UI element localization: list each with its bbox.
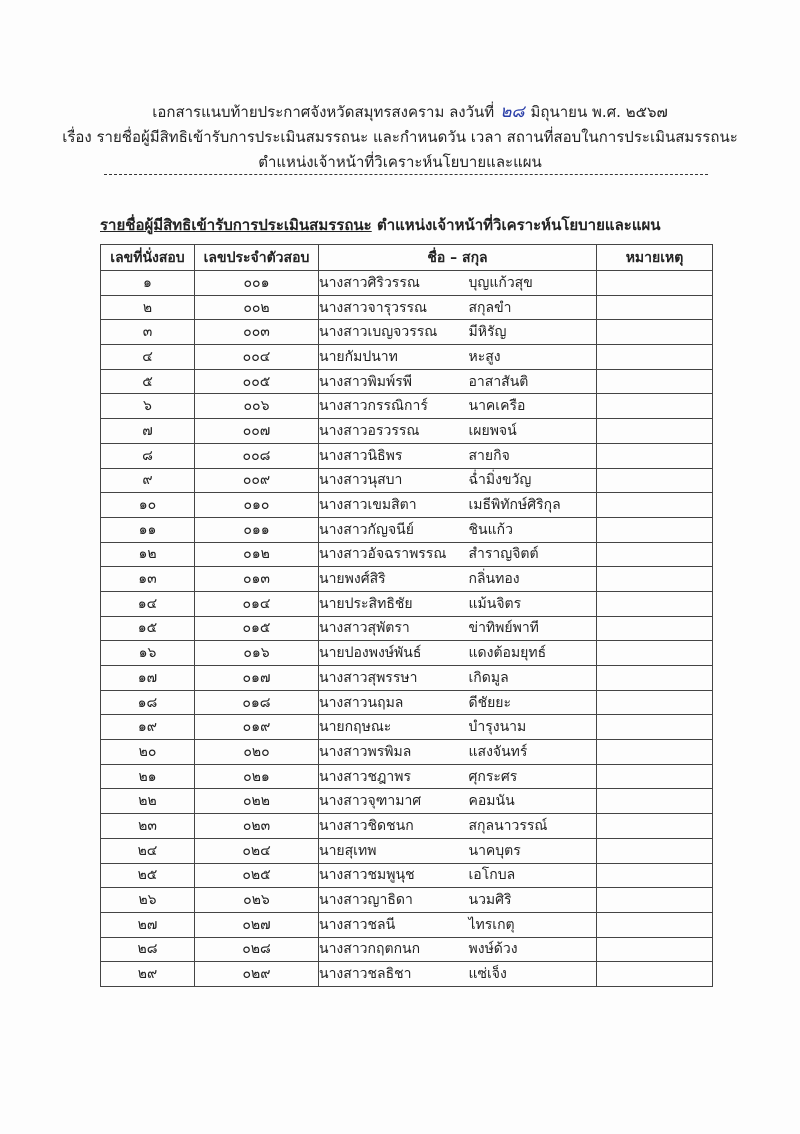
last-name-cell: เกิดมูล — [469, 666, 597, 691]
seat-number-cell: ๘ — [101, 443, 195, 468]
exam-id-cell: ๐๑๐ — [195, 493, 319, 518]
exam-id-cell: ๐๒๑ — [195, 764, 319, 789]
seat-number-cell: ๗ — [101, 419, 195, 444]
note-cell — [597, 345, 713, 370]
last-name-cell: สกุลนาวรรณ์ — [469, 814, 597, 839]
last-name-cell: ไทรเกตุ — [469, 912, 597, 937]
first-name-cell: นางสาวสุพรรษา — [319, 666, 469, 691]
first-name-cell: นางสาวชลนี — [319, 912, 469, 937]
note-cell — [597, 863, 713, 888]
last-name-cell: ฉ่ำมิ่งขวัญ — [469, 468, 597, 493]
table-row — [101, 888, 713, 913]
first-name-cell: นางสาวพิมพ์รพี — [319, 369, 469, 394]
last-name-cell: แสงจันทร์ — [469, 740, 597, 765]
exam-id-cell: ๐๑๑ — [195, 517, 319, 542]
note-cell — [597, 443, 713, 468]
first-name-cell: นางสาวเขมสิตา — [319, 493, 469, 518]
list-title — [100, 213, 661, 237]
table-row — [101, 542, 713, 567]
first-name-cell: นายสุเทพ — [319, 838, 469, 863]
last-name-cell: เอโกบล — [469, 863, 597, 888]
exam-id-cell: ๐๒๒ — [195, 789, 319, 814]
table-row — [101, 567, 713, 592]
note-cell — [597, 616, 713, 641]
first-name-cell: นางสาวชลธิชา — [319, 962, 469, 987]
last-name-cell: เผยพจน์ — [469, 419, 597, 444]
table-row — [101, 814, 713, 839]
last-name-cell: ดีชัยยะ — [469, 690, 597, 715]
last-name-cell: แซ่เจ็ง — [469, 962, 597, 987]
first-name-cell: นายกฤษณะ — [319, 715, 469, 740]
first-name-cell: นางสาวอัจฉราพรรณ — [319, 542, 469, 567]
exam-id-cell: ๐๑๗ — [195, 666, 319, 691]
first-name-cell: นายกัมปนาท — [319, 345, 469, 370]
table-header-row — [101, 245, 713, 271]
seat-number-cell: ๒๔ — [101, 838, 195, 863]
table-row — [101, 591, 713, 616]
last-name-cell: บำรุงนาม — [469, 715, 597, 740]
note-cell — [597, 591, 713, 616]
table-row — [101, 320, 713, 345]
exam-id-cell: ๐๒๖ — [195, 888, 319, 913]
note-cell — [597, 838, 713, 863]
last-name-cell: แดงต้อมยุทธ์ — [469, 641, 597, 666]
table-row — [101, 962, 713, 987]
note-cell — [597, 419, 713, 444]
last-name-cell: บุญแก้วสุข — [469, 271, 597, 296]
handwritten-day: ๒๘ — [500, 102, 525, 122]
first-name-cell: นายปองพงษ์พันธ์ — [319, 641, 469, 666]
note-cell — [597, 542, 713, 567]
table-row — [101, 419, 713, 444]
note-cell — [597, 962, 713, 987]
table-row — [101, 616, 713, 641]
first-name-cell: นางสาวชฎาพร — [319, 764, 469, 789]
last-name-cell: เมธีพิทักษ์ศิริกุล — [469, 493, 597, 518]
header-note: หมายเหตุ — [597, 245, 713, 271]
first-name-cell: นางสาวญาธิดา — [319, 888, 469, 913]
last-name-cell: ชินแก้ว — [469, 517, 597, 542]
last-name-cell: นาคบุตร — [469, 838, 597, 863]
exam-id-cell: ๐๒๙ — [195, 962, 319, 987]
dashed-divider — [104, 174, 708, 175]
seat-number-cell: ๑๕ — [101, 616, 195, 641]
seat-number-cell: ๕ — [101, 369, 195, 394]
last-name-cell: ข่าทิพย์พาที — [469, 616, 597, 641]
seat-number-cell: ๒๘ — [101, 937, 195, 962]
note-cell — [597, 641, 713, 666]
table-row — [101, 912, 713, 937]
note-cell — [597, 295, 713, 320]
seat-number-cell: ๑๑ — [101, 517, 195, 542]
seat-number-cell: ๒๖ — [101, 888, 195, 913]
note-cell — [597, 740, 713, 765]
last-name-cell: แม้นจิตร — [469, 591, 597, 616]
seat-number-cell: ๒๗ — [101, 912, 195, 937]
note-cell — [597, 567, 713, 592]
table-row — [101, 764, 713, 789]
first-name-cell: นายประสิทธิชัย — [319, 591, 469, 616]
first-name-cell: นายพงศ์สิริ — [319, 567, 469, 592]
table-row — [101, 641, 713, 666]
last-name-cell: สายกิจ — [469, 443, 597, 468]
exam-id-cell: ๐๐๒ — [195, 295, 319, 320]
last-name-cell: พงษ์ด้วง — [469, 937, 597, 962]
seat-number-cell: ๒๓ — [101, 814, 195, 839]
note-cell — [597, 764, 713, 789]
last-name-cell: อาสาสันติ — [469, 369, 597, 394]
exam-id-cell: ๐๒๗ — [195, 912, 319, 937]
seat-number-cell: ๑๗ — [101, 666, 195, 691]
note-cell — [597, 394, 713, 419]
table-row — [101, 369, 713, 394]
exam-id-cell: ๐๒๔ — [195, 838, 319, 863]
table-row — [101, 863, 713, 888]
header-name: ชื่อ – สกุล — [319, 245, 597, 271]
table-row — [101, 394, 713, 419]
first-name-cell: นางสาวนฤมล — [319, 690, 469, 715]
table-row — [101, 271, 713, 296]
document-header — [0, 100, 800, 175]
header-id: เลขประจำตัวสอบ — [195, 245, 319, 271]
seat-number-cell: ๒๙ — [101, 962, 195, 987]
table-row — [101, 443, 713, 468]
first-name-cell: นางสาวกัญจนีย์ — [319, 517, 469, 542]
note-cell — [597, 888, 713, 913]
first-name-cell: นางสาวพรพิมล — [319, 740, 469, 765]
last-name-cell: มีหิรัญ — [469, 320, 597, 345]
exam-id-cell: ๐๐๘ — [195, 443, 319, 468]
note-cell — [597, 814, 713, 839]
last-name-cell: หะสูง — [469, 345, 597, 370]
first-name-cell: นางสาวชิดชนก — [319, 814, 469, 839]
header-line-2: เรื่อง รายชื่อผู้มีสิทธิเข้ารับการประเมินสมรรถนะ และกำหนดวัน เวลา สถานที่สอบในการประเมินสมรรถนะ — [62, 128, 738, 146]
first-name-cell: นางสาวศิริวรรณ — [319, 271, 469, 296]
exam-id-cell: ๐๐๓ — [195, 320, 319, 345]
candidate-table — [100, 244, 713, 987]
header-line-3: ตำแหน่งเจ้าหน้าที่วิเคราะห์นโยบายและแผน — [258, 153, 542, 171]
note-cell — [597, 271, 713, 296]
seat-number-cell: ๒๒ — [101, 789, 195, 814]
table-row — [101, 345, 713, 370]
last-name-cell: นาคเครือ — [469, 394, 597, 419]
seat-number-cell: ๑๖ — [101, 641, 195, 666]
table-row — [101, 715, 713, 740]
table-row — [101, 937, 713, 962]
exam-id-cell: ๐๑๘ — [195, 690, 319, 715]
seat-number-cell: ๓ — [101, 320, 195, 345]
seat-number-cell: ๒๐ — [101, 740, 195, 765]
first-name-cell: นางสาวกฤตกนก — [319, 937, 469, 962]
note-cell — [597, 690, 713, 715]
note-cell — [597, 468, 713, 493]
table-row — [101, 493, 713, 518]
first-name-cell: นางสาวกรรณิการ์ — [319, 394, 469, 419]
table-row — [101, 295, 713, 320]
header-line-1-prefix: เอกสารแนบท้ายประกาศจังหวัดสมุทรสงคราม ลงวันที่ — [152, 103, 495, 121]
table-body — [101, 271, 713, 987]
last-name-cell: คอมนัน — [469, 789, 597, 814]
first-name-cell: นางสาวจุฑามาศ — [319, 789, 469, 814]
exam-id-cell: ๐๑๔ — [195, 591, 319, 616]
note-cell — [597, 369, 713, 394]
header-seat: เลขที่นั่งสอบ — [101, 245, 195, 271]
list-title-underlined: รายชื่อผู้มีสิทธิเข้ารับการประเมินสมรรถนะ — [100, 216, 372, 234]
first-name-cell: นางสาวชมพูนุช — [319, 863, 469, 888]
note-cell — [597, 715, 713, 740]
exam-id-cell: ๐๐๕ — [195, 369, 319, 394]
first-name-cell: นางสาวสุพัตรา — [319, 616, 469, 641]
exam-id-cell: ๐๒๘ — [195, 937, 319, 962]
exam-id-cell: ๐๑๕ — [195, 616, 319, 641]
exam-id-cell: ๐๒๐ — [195, 740, 319, 765]
note-cell — [597, 666, 713, 691]
list-title-rest: ตำแหน่งเจ้าหน้าที่วิเคราะห์นโยบายและแผน — [376, 216, 661, 234]
exam-id-cell: ๐๐๗ — [195, 419, 319, 444]
table-row — [101, 666, 713, 691]
first-name-cell: นางสาวเบญจวรรณ — [319, 320, 469, 345]
table-row — [101, 789, 713, 814]
seat-number-cell: ๑๒ — [101, 542, 195, 567]
seat-number-cell: ๑๐ — [101, 493, 195, 518]
seat-number-cell: ๙ — [101, 468, 195, 493]
table-row — [101, 517, 713, 542]
seat-number-cell: ๒๑ — [101, 764, 195, 789]
note-cell — [597, 937, 713, 962]
last-name-cell: สำราญจิตต์ — [469, 542, 597, 567]
seat-number-cell: ๒๕ — [101, 863, 195, 888]
exam-id-cell: ๐๐๖ — [195, 394, 319, 419]
exam-id-cell: ๐๑๙ — [195, 715, 319, 740]
seat-number-cell: ๔ — [101, 345, 195, 370]
exam-id-cell: ๐๑๓ — [195, 567, 319, 592]
last-name-cell: สกุลขำ — [469, 295, 597, 320]
exam-id-cell: ๐๑๒ — [195, 542, 319, 567]
table-row — [101, 740, 713, 765]
seat-number-cell: ๖ — [101, 394, 195, 419]
note-cell — [597, 493, 713, 518]
header-line-1-suffix: มิถุนายน พ.ศ. ๒๕๖๗ — [530, 103, 668, 121]
exam-id-cell: ๐๒๕ — [195, 863, 319, 888]
header-line-1 — [20, 100, 800, 125]
note-cell — [597, 517, 713, 542]
last-name-cell: กลิ่นทอง — [469, 567, 597, 592]
seat-number-cell: ๑๘ — [101, 690, 195, 715]
last-name-cell: ศุกระศร — [469, 764, 597, 789]
seat-number-cell: ๑๔ — [101, 591, 195, 616]
exam-id-cell: ๐๐๔ — [195, 345, 319, 370]
note-cell — [597, 912, 713, 937]
first-name-cell: นางสาวจารุวรรณ — [319, 295, 469, 320]
seat-number-cell: ๑๙ — [101, 715, 195, 740]
exam-id-cell: ๐๒๓ — [195, 814, 319, 839]
exam-id-cell: ๐๑๖ — [195, 641, 319, 666]
table-row — [101, 468, 713, 493]
first-name-cell: นางสาวนุสบา — [319, 468, 469, 493]
exam-id-cell: ๐๐๙ — [195, 468, 319, 493]
seat-number-cell: ๑ — [101, 271, 195, 296]
last-name-cell: นวมศิริ — [469, 888, 597, 913]
exam-id-cell: ๐๐๑ — [195, 271, 319, 296]
note-cell — [597, 320, 713, 345]
first-name-cell: นางสาวนิธิพร — [319, 443, 469, 468]
first-name-cell: นางสาวอรวรรณ — [319, 419, 469, 444]
seat-number-cell: ๑๓ — [101, 567, 195, 592]
table-row — [101, 690, 713, 715]
seat-number-cell: ๒ — [101, 295, 195, 320]
table-row — [101, 838, 713, 863]
note-cell — [597, 789, 713, 814]
